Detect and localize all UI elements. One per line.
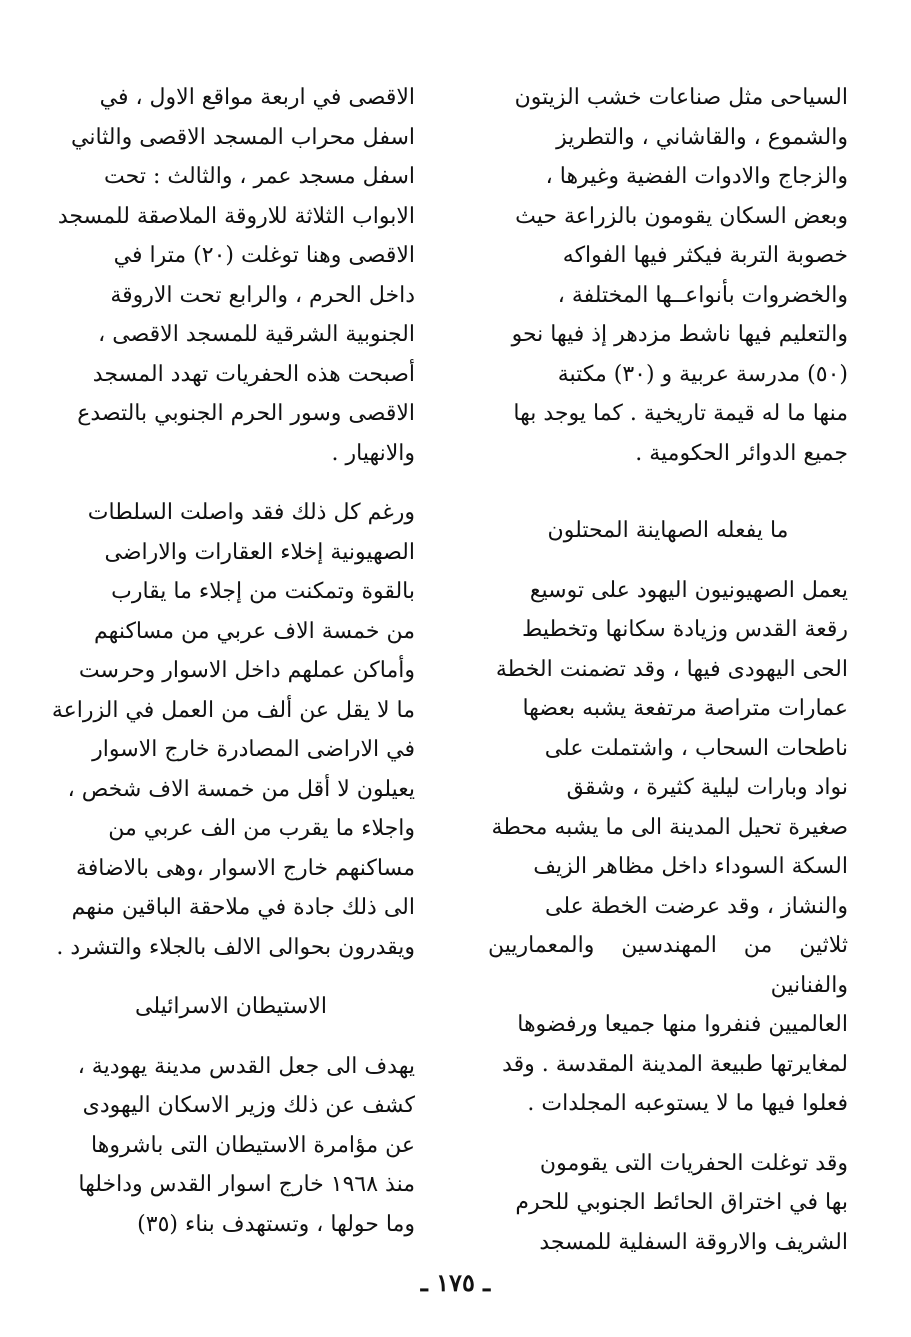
paragraph: يهدف الى جعل القدس مدينة يهودية ، كشف عن ذلك وزير الاسكان اليهودى عن مؤامرة الاستيطان التى باشروها منذ ١٩٦٨ خارج اسوار القدس وداخلها وما حولها ، وتستهدف بناء (٣٥) bbox=[77, 1053, 415, 1237]
right-column bbox=[488, 78, 848, 1262]
paragraph: الاقصى في اربعة مواقع الاول ، في اسفل محراب المسجد الاقصى والثاني اسفل مسجد عمر ، والثالث : تحت الابواب الثلاثة للاروقة الملاصقة للمسجد الاقصى وهنا توغلت (٢٠) مترا في داخل الحرم ، والرابع تحت الاروقة الجنوبية الشرقية للمسجد الاقصى ، أصبحت هذه الحفريات تهدد المسجد الاقصى وسور الحرم الجنوبي بالتصدع والانهيار . bbox=[57, 85, 415, 466]
page-number: ـ ١٧٥ ـ bbox=[420, 1268, 491, 1297]
paragraph: ورغم كل ذلك فقد واصلت السلطات الصهيونية إخلاء العقارات والاراضى بالقوة وتمكنت من إجلاء ما يقارب من خمسة الاف عربي من مساكنهم وأماكن عملهم داخل الاسوار وحرست ما لا يقل عن ألف من العمل في الزراعة في الاراضى المصادرة خارج الاسوار يعيلون لا أقل من خمسة الاف شخص ، واجلاء ما يقرب من الف عربي من مساكنهم خارج الاسوار ،وهى بالاضافة الى ذلك جادة في ملاحقة الباقين منهم ويقدرون بحوالى الالف بالجلاء والتشرد . bbox=[51, 500, 415, 960]
section-heading: ما يفعله الصهاينة المحتلون bbox=[547, 518, 789, 543]
paragraph: السياحى مثل صناعات خشب الزيتون والشموع ، والقاشاني ، والتطريز والزجاج والادوات الفضية وغيرها ، وبعض السكان يقومون بالزراعة حيث خصوبة التربة فيكثر فيها الفواكه والخضروات بأنواعــها المختلفة ، والتعليم فيها ناشط مزدهر إذ فيها نحو (٥٠) مدرسة عربية و (٣٠) مكتبة منها ما له قيمة تاريخية . كما يوجد بها جميع الدوائر الحكومية . bbox=[511, 85, 848, 466]
section-heading: الاستيطان الاسرائيلى bbox=[135, 994, 327, 1019]
left-column bbox=[47, 78, 415, 1244]
paragraph: وقد توغلت الحفريات التى يقومون بها في اختراق الحائط الجنوبي للحرم الشريف والاروقة السفلية للمسجد bbox=[515, 1150, 848, 1255]
paragraph: يعمل الصهيونيون اليهود على توسيع رقعة القدس وزيادة سكانها وتخطيط الحى اليهودى فيها ، وقد تضمنت الخطة عمارات متراصة مرتفعة يشبه بعضها ناطحات السحاب ، واشتملت على نواد وبارات ليلية كثيرة ، وشقق صغيرة تحيل المدينة الى ما يشبه محطة السكة السوداء داخل مظاهر الزيف والنشاز ، وقد عرضت الخطة على ثلاثين من المهندسين والمعماريين والفنانين العالميين فنفروا منها جميعا ورفضوها لمغايرتها طبيعة المدينة المقدسة . وقد فعلوا فيها ما لا يستوعبه المجلدات . bbox=[488, 577, 848, 1116]
